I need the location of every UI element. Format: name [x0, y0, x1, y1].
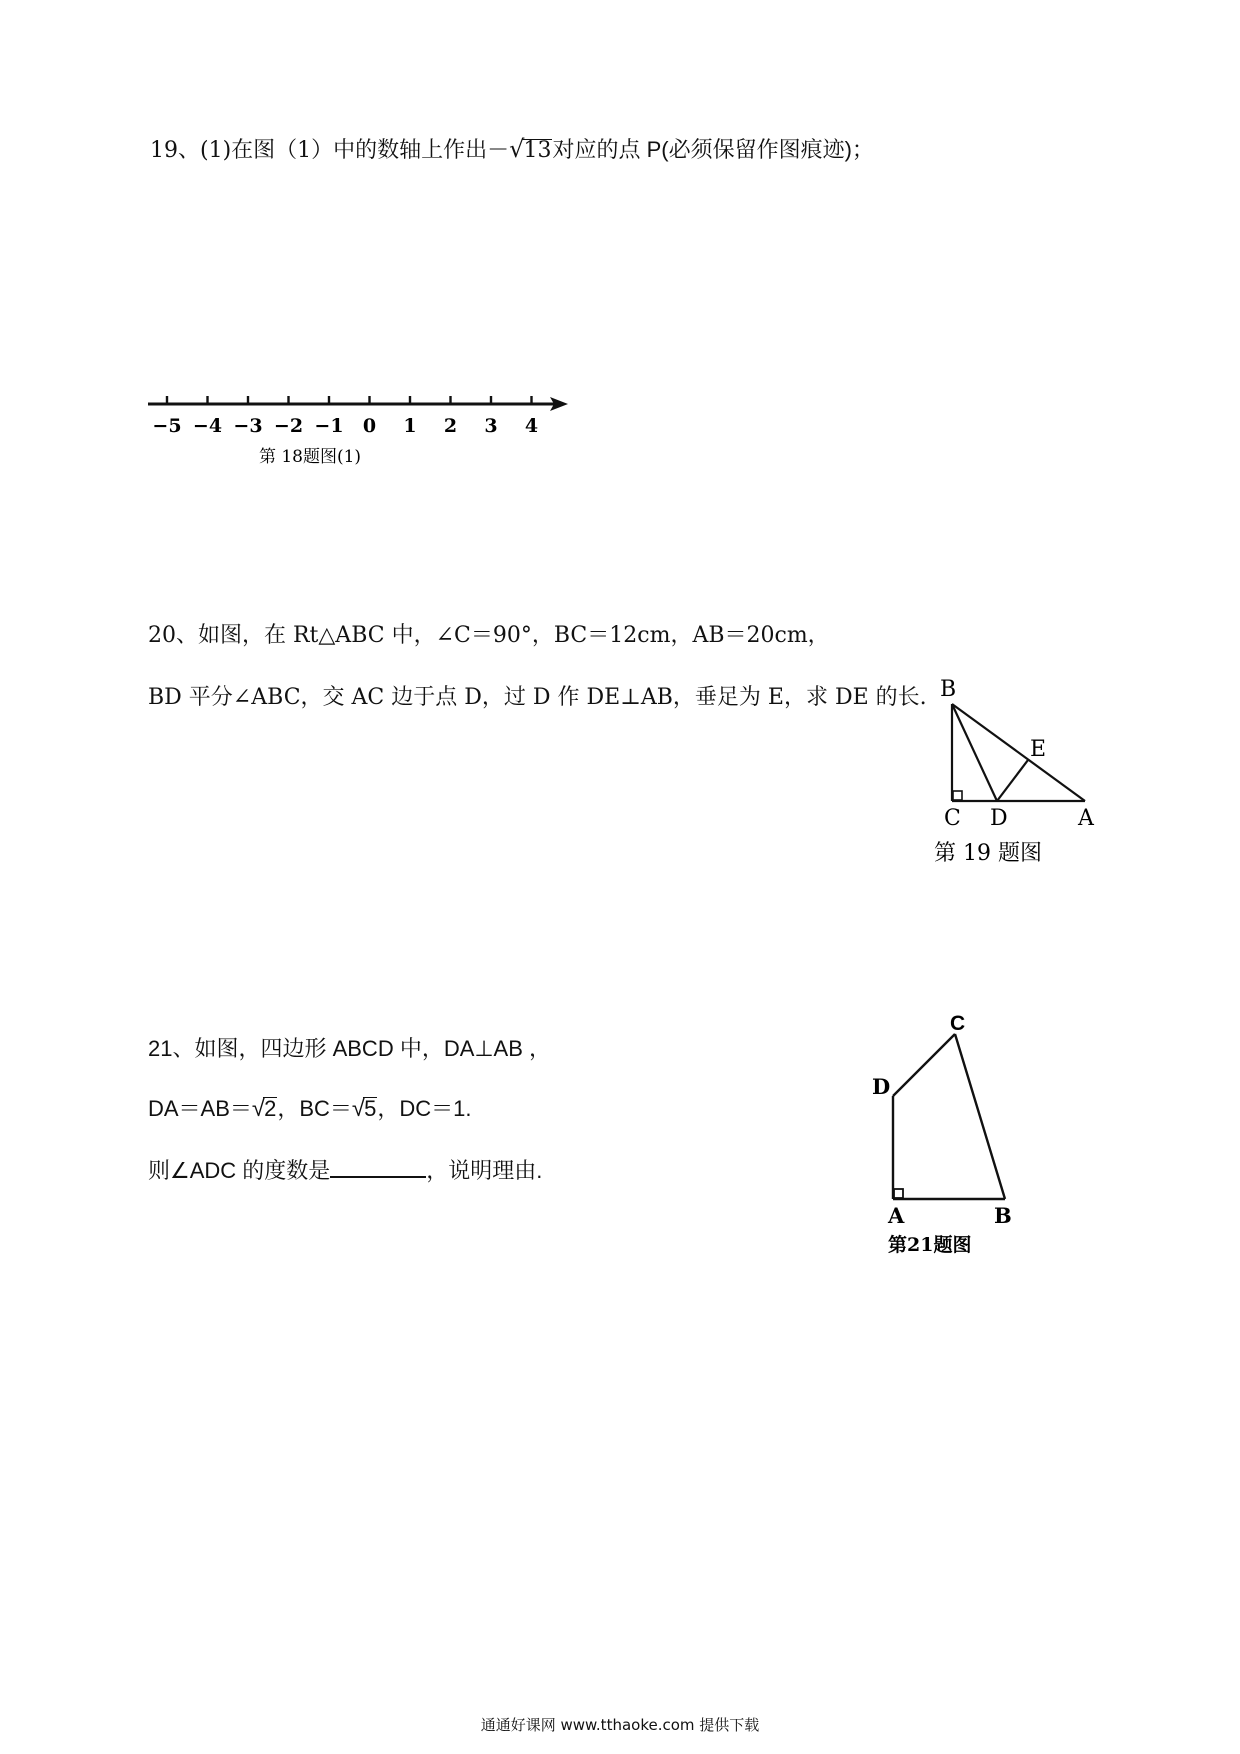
tick-label: 2	[443, 415, 458, 437]
q21-line2-a: DA＝AB＝	[148, 1096, 252, 1121]
quadrilateral-abcd-figure	[860, 1000, 1040, 1270]
q21-line3-a: 则∠ADC 的度数是	[148, 1158, 331, 1183]
q19-suffix: 对应的点 P(必须保留作图痕迹)；	[552, 137, 874, 162]
q20-caption: 第 19 题图	[934, 841, 1042, 866]
right-angle-mark-a	[894, 1189, 903, 1198]
tick-label: −1	[314, 415, 344, 437]
side-cd	[893, 1034, 955, 1096]
segment-bd	[952, 704, 997, 801]
tick-label: 4	[524, 415, 539, 437]
q21-line1: 21、如图，四边形 ABCD 中，DA⊥AB ，	[148, 1036, 552, 1061]
label-b: B	[940, 677, 957, 702]
q21-line2-c: ，DC＝1.	[377, 1096, 472, 1121]
label-b: B	[994, 1203, 1012, 1228]
q19-caption: 第 18题图(1)	[258, 447, 362, 467]
segment-de	[997, 760, 1028, 801]
tick-label: 0	[362, 415, 377, 437]
radicand-2: 2	[264, 1096, 277, 1121]
q21-line3-b: ，说明理由.	[426, 1158, 543, 1183]
q21-caption: 第21题图	[888, 1234, 972, 1256]
label-c: C	[950, 1012, 966, 1035]
q21-line2-b: ，BC＝	[277, 1096, 352, 1121]
side-bc	[955, 1034, 1005, 1199]
q21-line2	[148, 1094, 471, 1124]
tick-label: 1	[403, 415, 417, 437]
label-c: C	[944, 806, 961, 831]
number-line-ticks	[152, 396, 538, 437]
label-d: D	[872, 1074, 891, 1099]
label-a: A	[1078, 806, 1094, 831]
page-footer: 通通好课网 www.tthaoke.com 提供下载	[480, 1716, 760, 1734]
q21-line3	[148, 1156, 542, 1186]
tick-label: −2	[273, 415, 304, 437]
sqrt-2: √2	[251, 1095, 277, 1122]
right-angle-mark-c	[953, 791, 962, 800]
answer-blank[interactable]	[330, 1156, 426, 1178]
side-ab	[952, 704, 1085, 801]
tick-label: 3	[484, 415, 498, 437]
q19-text	[150, 134, 874, 166]
triangle-abc-figure	[920, 670, 1120, 870]
tick-label: −3	[233, 415, 263, 437]
sqrt-5: √5	[351, 1095, 377, 1122]
tick-label: −5	[152, 415, 182, 437]
q19-prefix: 19、(1)在图（1）中的数轴上作出	[150, 138, 488, 163]
radicand-13: 13	[523, 138, 552, 163]
label-d: D	[990, 806, 1008, 831]
q20-line2: BD 平分∠ABC，交 AC 边于点 D，过 D 作 DE⊥AB，垂足为 E，求 DE 的长.	[148, 685, 927, 710]
label-a: A	[888, 1203, 905, 1228]
sqrt-13: √13	[509, 135, 552, 163]
label-e: E	[1030, 737, 1047, 762]
q20-line1: 20、如图，在 Rt△ABC 中，∠C＝90°，BC＝12cm，AB＝20cm，	[148, 623, 830, 648]
radicand-5: 5	[364, 1096, 377, 1121]
tick-label: −4	[192, 415, 223, 437]
q19-minus: －	[487, 138, 510, 163]
number-line-figure	[140, 390, 580, 480]
